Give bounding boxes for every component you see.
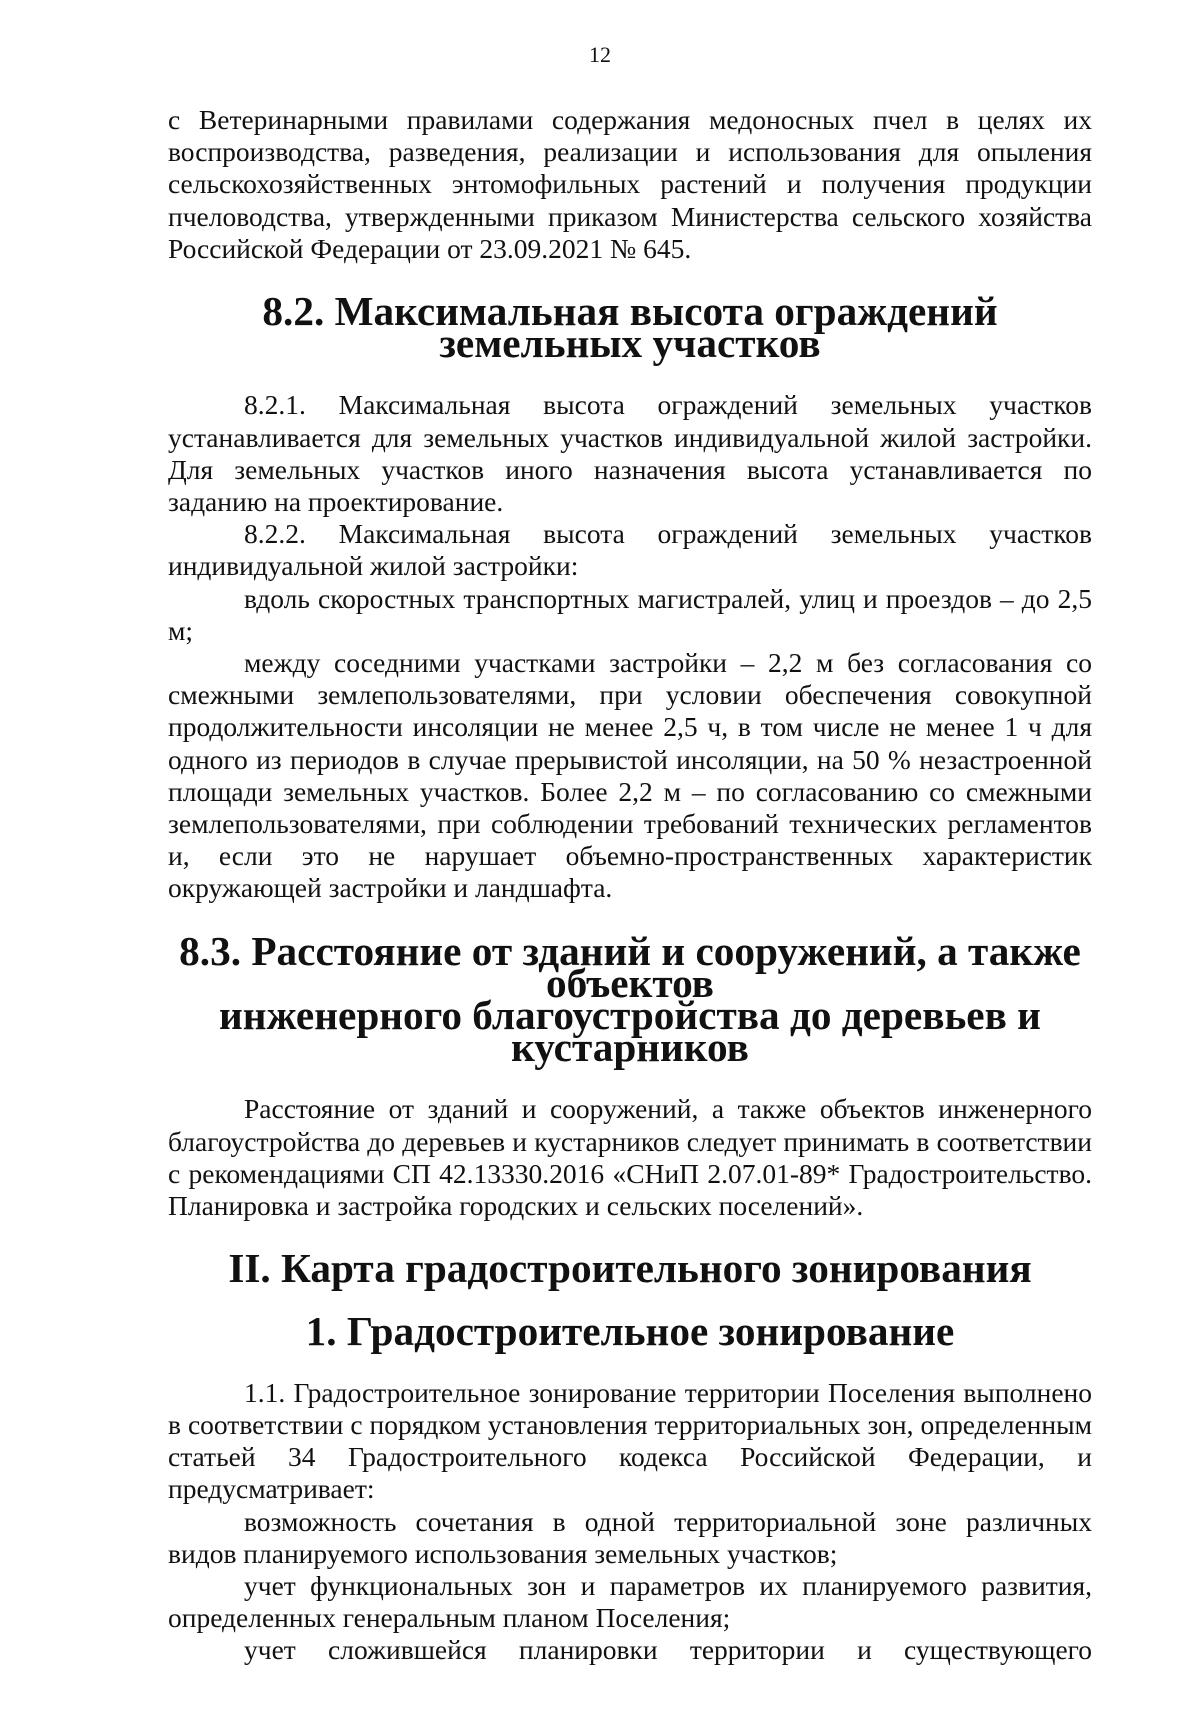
paragraph-1-1-combination: возможность сочетания в одной территориальной зоне различных видов планируемого использования земельных участков; [168, 1505, 1092, 1569]
paragraph-8-2-neighbors: между соседними участками застройки – 2,2 м без согласования со смежными землепользователями, при условии обеспечения совокупной продолжительности инсоляции не менее 2,5 ч, в том числе не менее 1 ч для одного из периодов в случае прерывистой инсоляции, на 50 % незастроенной площади земельных участков. Более 2,2 м – по согласованию со смежными землепользователями, при соблюдении требований технических регламентов и, если это не нарушает объемно-пространственных характеристик окружающей застройки и ландшафта. [168, 647, 1092, 904]
paragraph-8-2-2: 8.2.2. Максимальная высота ограждений земельных участков индивидуальной жилой застройки: [168, 518, 1092, 582]
intro-paragraph: с Ветеринарными правилами содержания медоносных пчел в целях их воспроизводства, разведения, реализации и использования для опыления сельскохозяйственных энтомофильных растений и получения продукции пчеловодства, утвержденными приказом Министерства сельского хозяйства Российской Федерации от 23.09.2021 № 645. [168, 104, 1092, 264]
paragraph-8-2-highways: вдоль скоростных транспортных магистралей, улиц и проездов – до 2,5 м; [168, 582, 1092, 646]
heading-8-3 [168, 927, 1092, 1071]
heading-8-3-line-2: инженерного благоустройства до деревьев и кустарников [219, 992, 1041, 1071]
heading-part-2: II. Карта градостроительного зонирования [228, 1245, 1032, 1292]
paragraph-1-1-existing-planning: учет сложившейся планировки территории и существующего [244, 1634, 1092, 1666]
page-number: 12 [589, 42, 611, 67]
heading-1: 1. Градостроительное зонирование [305, 1307, 955, 1354]
page-content [168, 104, 1092, 1667]
paragraph-8-3: Расстояние от зданий и сооружений, а также объектов инженерного благоустройства до деревьев и кустарников следует принимать в соответствии с рекомендациями СП 42.13330.2016 «СНиП 2.07.01-89* Градостроительство. Планировка и застройка городских и сельских поселений». [168, 1093, 1092, 1222]
paragraph-1-1: 1.1. Градостроительное зонирование территории Поселения выполнено в соответствии с порядком установления территориальных зон, определенным статьей 34 Градостроительного кодекса Российской Федерации, и предусматривает: [168, 1376, 1092, 1505]
paragraph-8-2-1: 8.2.1. Максимальная высота ограждений земельных участков устанавливается для земельных участков индивидуальной жилой застройки. Для земельных участков иного назначения высота устанавливается по заданию на проектирование. [168, 389, 1092, 518]
paragraph-1-1-functional-zones: учет функциональных зон и параметров их планируемого развития, определенных генеральным планом Поселения; [168, 1569, 1092, 1634]
heading-8-3-line-1: 8.3. Расстояние от зданий и сооружений, а также объектов [179, 927, 1081, 1006]
heading-8-2: 8.2. Максимальная высота ограждений земельных участков [262, 288, 998, 367]
